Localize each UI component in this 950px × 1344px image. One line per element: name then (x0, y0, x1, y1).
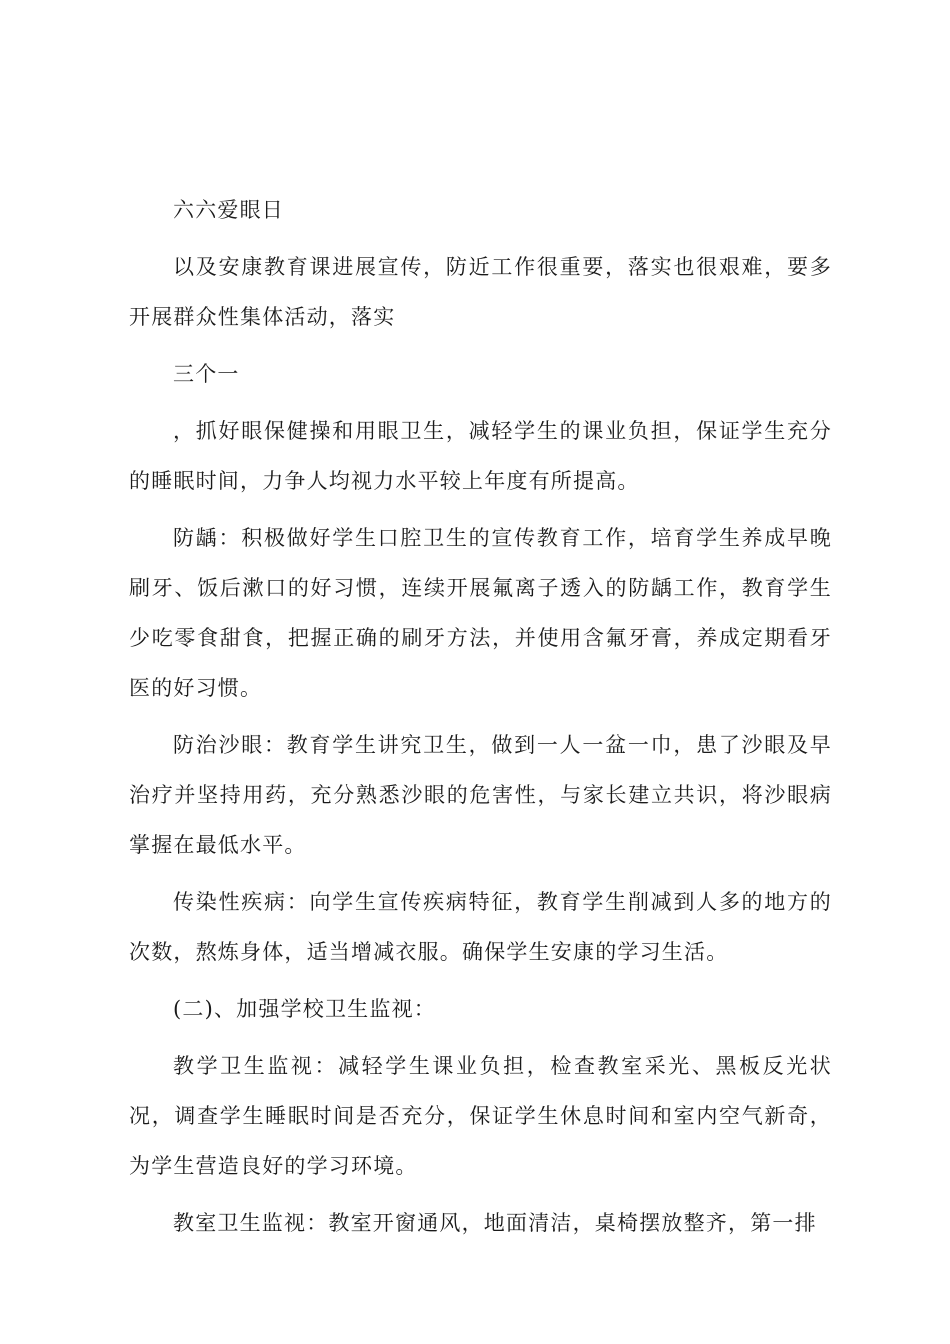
paragraph-classroom-hygiene: 教室卫生监视：教室开窗通风，地面清洁，桌椅摆放整齐，第一排 (173, 1211, 817, 1235)
paragraph-trachoma-prevention: 防治沙眼：教育学生讲究卫生，做到一人一盆一巾，患了沙眼及早治疗并坚持用药，充分熟悉沙眼的危害性，与家长建立共识，将沙眼病掌握在最低水平。 (129, 733, 832, 857)
section-heading-hygiene-supervision: (二)、加强学校卫生监视： (173, 997, 436, 1021)
document-body (129, 185, 832, 1255)
paragraph-three-ones: 三个一 (173, 362, 240, 386)
paragraph-eye-day: 六六爱眼日 (173, 198, 284, 222)
paragraph-teaching-hygiene: 教学卫生监视：减轻学生课业负担，检查教室采光、黑板反光状况，调查学生睡眠时间是否充分，保证学生休息时间和室内空气新奇，为学生营造良好的学习环境。 (129, 1054, 832, 1178)
paragraph-caries-prevention: 防龋：积极做好学生口腔卫生的宣传教育工作，培育学生养成早晚刷牙、饭后漱口的好习惯，连续开展氟离子透入的防龋工作，教育学生少吃零食甜食，把握正确的刷牙方法，并使用含氟牙膏，养成定期看牙医的好习惯。 (129, 526, 832, 700)
paragraph-myopia-prevention: 以及安康教育课进展宣传，防近工作很重要，落实也很艰难，要多开展群众性集体活动，落实 (129, 255, 832, 329)
paragraph-eye-exercises: ，抓好眼保健操和用眼卫生，减轻学生的课业负担，保证学生充分的睡眠时间，力争人均视力水平较上年度有所提高。 (129, 419, 832, 493)
paragraph-infectious-disease: 传染性疾病：向学生宣传疾病特征，教育学生削减到人多的地方的次数，熬炼身体，适当增减衣服。确保学生安康的学习生活。 (129, 890, 832, 964)
